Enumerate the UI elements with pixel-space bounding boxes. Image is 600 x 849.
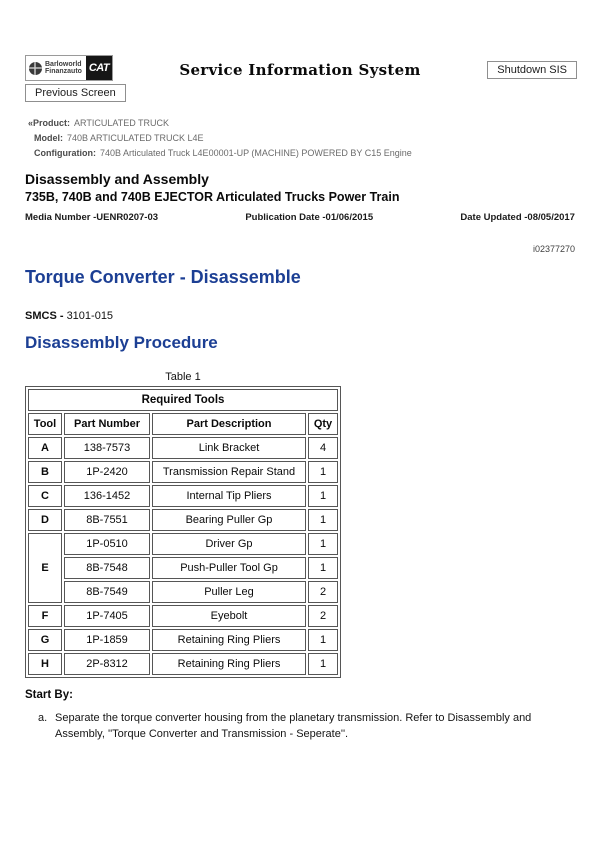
qty-cell: 4 — [308, 437, 338, 459]
table-row — [28, 605, 338, 627]
qty-cell: 1 — [308, 461, 338, 483]
tool-cell: H — [28, 653, 62, 675]
table-row — [28, 509, 338, 531]
qty-cell: 1 — [308, 533, 338, 555]
product-label: Product: — [33, 118, 71, 128]
step-marker: a. — [38, 712, 48, 724]
part-number-cell: 138-7573 — [64, 437, 150, 459]
qty-cell: 1 — [308, 485, 338, 507]
table-row — [28, 461, 338, 483]
part-description-cell: Transmission Repair Stand — [152, 461, 306, 483]
part-description-cell: Bearing Puller Gp — [152, 509, 306, 531]
part-number-cell: 8B-7551 — [64, 509, 150, 531]
table-title-row — [28, 389, 338, 411]
media-row — [25, 212, 575, 223]
previous-screen-button[interactable]: Previous Screen — [25, 84, 126, 102]
model-label: Model: — [34, 132, 63, 143]
part-description-cell: Driver Gp — [152, 533, 306, 555]
part-description-cell: Retaining Ring Pliers — [152, 629, 306, 651]
shutdown-sis-button[interactable]: Shutdown SIS — [487, 61, 577, 79]
smcs-line — [25, 310, 113, 322]
qty-cell: 2 — [308, 605, 338, 627]
qty-cell: 1 — [308, 653, 338, 675]
header-qty: Qty — [308, 413, 338, 435]
configuration-row — [28, 146, 412, 161]
part-number-cell: 1P-1859 — [64, 629, 150, 651]
tool-cell: D — [28, 509, 62, 531]
table-row — [28, 629, 338, 651]
header-part-description: Part Description — [152, 413, 306, 435]
tool-cell: E — [28, 533, 62, 603]
qty-cell: 1 — [308, 509, 338, 531]
part-description-cell: Eyebolt — [152, 605, 306, 627]
media-number: Media Number -UENR0207-03 — [25, 212, 159, 223]
product-row — [28, 116, 412, 131]
qty-cell: 1 — [308, 629, 338, 651]
model-row — [28, 131, 412, 146]
document-id: i02377270 — [532, 244, 575, 254]
part-description-cell: Link Bracket — [152, 437, 306, 459]
document-subtitle: 735B, 740B and 740B EJECTOR Articulated Trucks Power Train — [25, 190, 400, 204]
configuration-value: 740B Articulated Truck L4E00001-UP (MACHINE) POWERED BY C15 Engine — [100, 147, 412, 158]
smcs-label: SMCS - — [25, 310, 64, 322]
logo-line2: Finanzauto — [45, 68, 82, 75]
table-title-cell: Required Tools — [28, 389, 338, 411]
tool-cell: A — [28, 437, 62, 459]
qty-cell: 1 — [308, 557, 338, 579]
part-number-cell: 1P-7405 — [64, 605, 150, 627]
part-number-cell: 8B-7548 — [64, 557, 150, 579]
part-number-cell: 8B-7549 — [64, 581, 150, 603]
product-info — [28, 116, 412, 160]
tool-cell: C — [28, 485, 62, 507]
header-tool: Tool — [28, 413, 62, 435]
header-part-number: Part Number — [64, 413, 150, 435]
logo-line1: Barloworld — [45, 60, 82, 68]
tool-cell: F — [28, 605, 62, 627]
procedure-heading: Disassembly Procedure — [25, 333, 218, 352]
configuration-label: Configuration: — [34, 147, 96, 158]
table-row — [28, 437, 338, 459]
table-row — [28, 581, 338, 603]
section-heading: Torque Converter - Disassemble — [25, 267, 301, 287]
start-by-label: Start By: — [25, 689, 73, 701]
guillemet-marker: « — [28, 118, 34, 128]
part-number-cell: 2P-8312 — [64, 653, 150, 675]
table-header-row — [28, 413, 338, 435]
cat-logo: CAT — [86, 56, 112, 80]
product-value: ARTICULATED TRUCK — [74, 118, 170, 128]
table-row — [28, 557, 338, 579]
part-number-cell: 1P-0510 — [64, 533, 150, 555]
procedure-step — [38, 711, 554, 742]
document-header — [25, 171, 575, 223]
model-value: 740B ARTICULATED TRUCK L4E — [67, 132, 204, 143]
part-description-cell: Retaining Ring Pliers — [152, 653, 306, 675]
required-tools-tbody — [28, 389, 338, 675]
part-number-cell: 136-1452 — [64, 485, 150, 507]
smcs-value: 3101-015 — [66, 310, 114, 322]
date-updated: Date Updated -08/05/2017 — [460, 212, 575, 223]
publication-date: Publication Date -01/06/2015 — [245, 212, 374, 223]
table-caption: Table 1 — [165, 371, 201, 383]
app-title: Service Information System — [179, 61, 421, 79]
tool-cell: B — [28, 461, 62, 483]
part-description-cell: Push-Puller Tool Gp — [152, 557, 306, 579]
table-row — [28, 653, 338, 675]
tool-cell: G — [28, 629, 62, 651]
qty-cell: 2 — [308, 581, 338, 603]
table-row — [28, 485, 338, 507]
part-number-cell: 1P-2420 — [64, 461, 150, 483]
required-tools-table — [25, 386, 341, 678]
part-description-cell: Puller Leg — [152, 581, 306, 603]
part-description-cell: Internal Tip Pliers — [152, 485, 306, 507]
step-text: Separate the torque converter housing from the planetary transmission. Refer to Disassembly and Assembly, ''Torque Converter and Transmission - Seperate''. — [55, 712, 532, 740]
document-title: Disassembly and Assembly — [25, 171, 209, 187]
table-row — [28, 533, 338, 555]
